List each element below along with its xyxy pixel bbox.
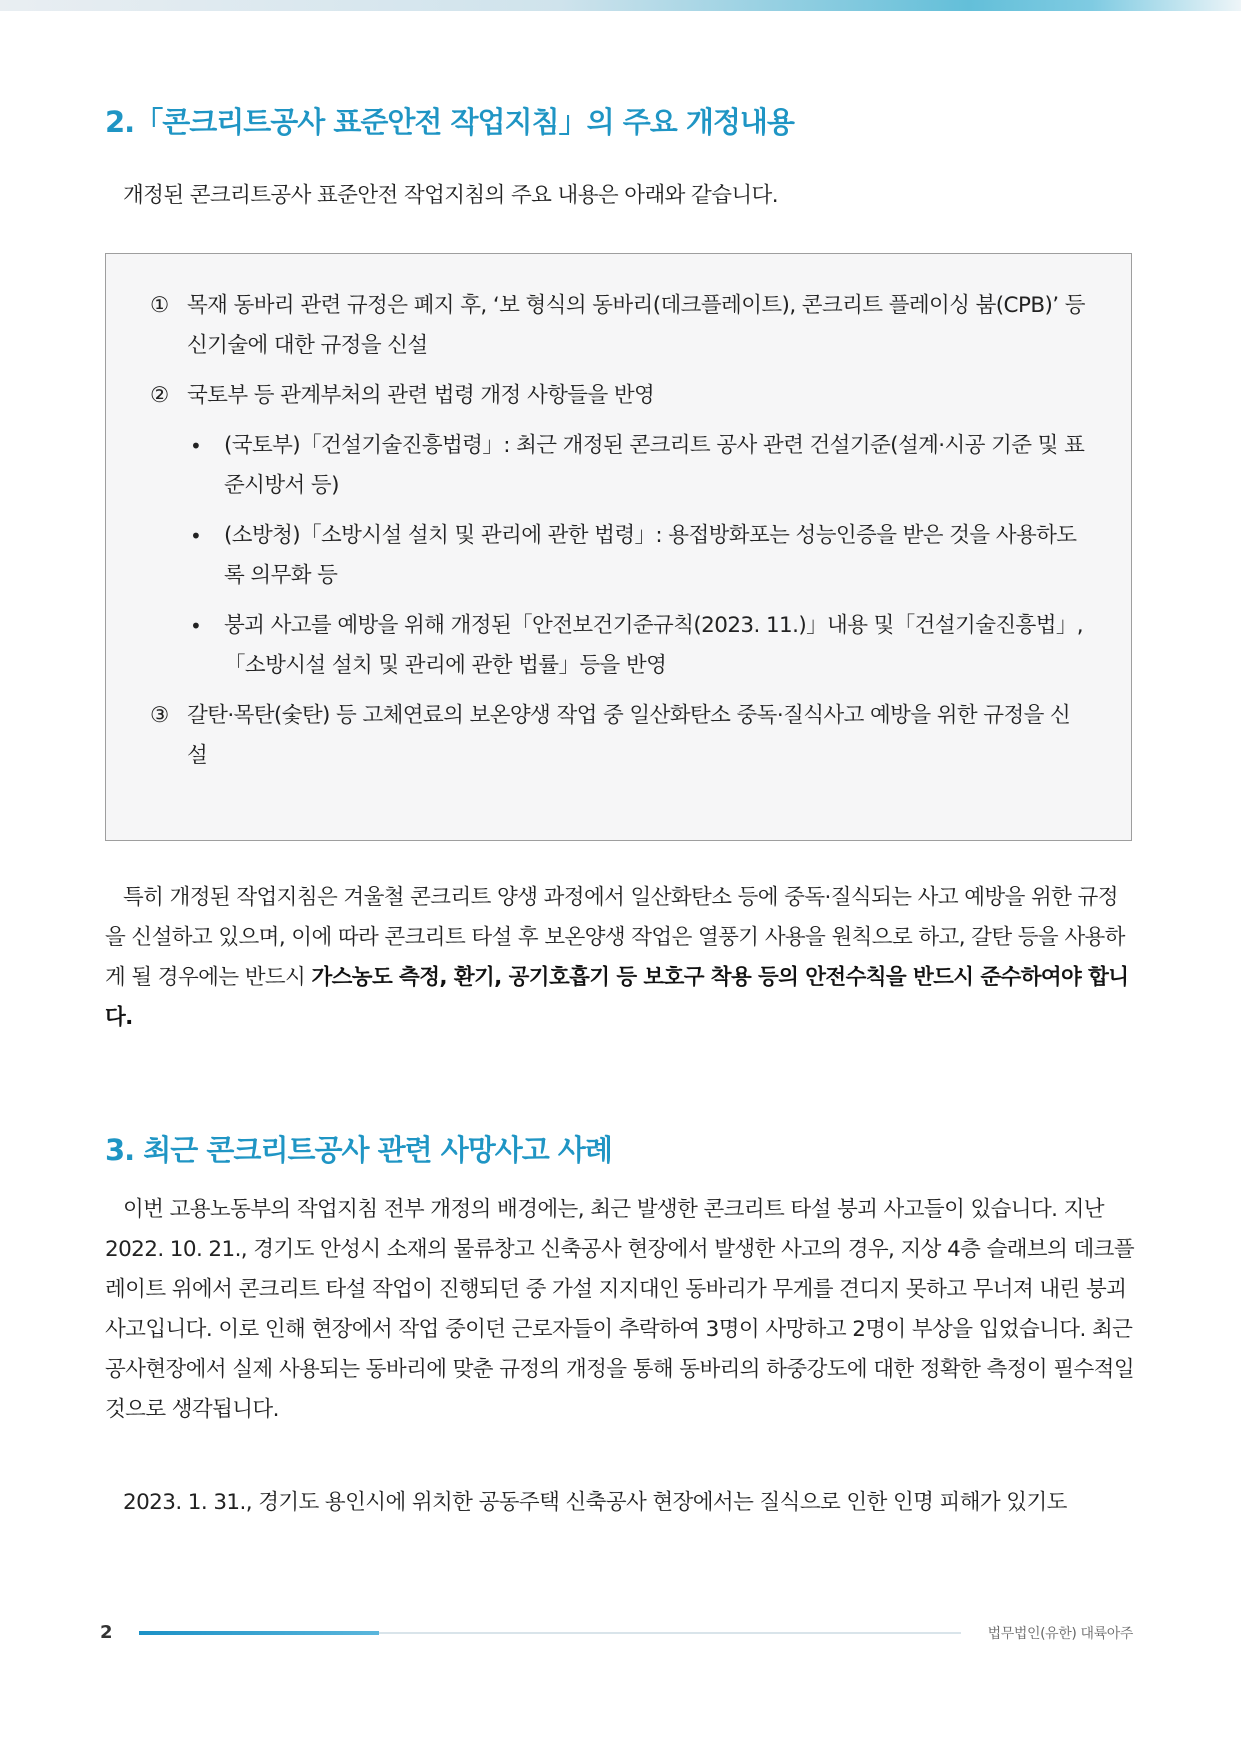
footer-divider bbox=[139, 1632, 961, 1634]
top-gradient-bar bbox=[0, 0, 1241, 11]
sub-list-item bbox=[150, 516, 1088, 596]
list-item bbox=[150, 286, 1088, 366]
intro-text: 개정된 콘크리트공사 표준안전 작업지침의 주요 내용은 아래와 같습니다. bbox=[123, 183, 778, 208]
safety-rules-emphasis: 가스농도 측정, 환기, 공기호흡기 등 보호구 착용 등의 안전수칙을 반드시 준수하여야 합니다. bbox=[105, 965, 1129, 1030]
section-2-title: 2.「콘크리트공사 표준안전 작업지침」의 주요 개정내용 bbox=[105, 105, 794, 139]
accident-case-paragraph bbox=[105, 1190, 1134, 1430]
sub-list-item bbox=[150, 606, 1088, 686]
sub-list-item-text: (소방청)「소방시설 설치 및 관리에 관한 법령」: 용접방화포는 성능인증을 받은 것을 사용하도록 의무화 등 bbox=[224, 523, 1077, 588]
bullet-icon: • bbox=[190, 434, 202, 458]
sub-list-item-text: 붕괴 사고를 예방을 위해 개정된「안전보건기준규칙(2023. 11.)」내용 및「건설기술진흥법」,「소방시설 설치 및 관리에 관한 법률」등을 반영 bbox=[224, 613, 1084, 678]
page-number: 2 bbox=[100, 1622, 113, 1643]
list-item bbox=[150, 696, 1088, 776]
section-2-intro bbox=[105, 176, 1134, 216]
accident-case-text-2: 2023. 1. 31., 경기도 용인시에 위치한 공동주택 신축공사 현장에서는 질식으로 인한 인명 피해가 있기도 bbox=[123, 1490, 1067, 1515]
list-item-text: 갈탄·목탄(숯탄) 등 고체연료의 보온양생 작업 중 일산화탄소 중독·질식사고 예방을 위한 규정을 신설 bbox=[187, 703, 1071, 768]
list-item-text: 국토부 등 관계부처의 관련 법령 개정 사항들을 반영 bbox=[187, 383, 655, 408]
special-note-paragraph bbox=[105, 878, 1134, 1038]
firm-name: 법무법인(유한) 대륙아주 bbox=[987, 1626, 1133, 1642]
bullet-icon: • bbox=[190, 614, 202, 638]
revision-list bbox=[150, 286, 1088, 786]
list-item bbox=[150, 376, 1088, 416]
list-item-text: 목재 동바리 관련 규정은 폐지 후, ‘보 형식의 동바리(데크플레이트), 콘크리트 플레이싱 붐(CPB)’ 등 신기술에 대한 규정을 신설 bbox=[187, 293, 1085, 358]
revision-summary-box bbox=[105, 253, 1132, 841]
bullet-icon: • bbox=[190, 524, 202, 548]
sub-list-item-text: (국토부)「건설기술진흥법령」: 최근 개정된 콘크리트 공사 관련 건설기준(설계·시공 기준 및 표준시방서 등) bbox=[224, 433, 1085, 498]
section-3-title: 3. 최근 콘크리트공사 관련 사망사고 사례 bbox=[105, 1133, 612, 1167]
circled-number-2: ② bbox=[150, 383, 169, 408]
sub-list-item bbox=[150, 426, 1088, 506]
footer-divider-accent bbox=[139, 1631, 379, 1635]
circled-number-3: ③ bbox=[150, 703, 169, 728]
special-note-text: 특히 개정된 작업지침은 겨울철 콘크리트 양생 과정에서 일산화탄소 등에 중독·질식되는 사고 예방을 위한 규정을 신설하고 있으며, 이에 따라 콘크리트 타설 후 보온양생 작업은 열풍기 사용을 원칙으로 하고, 갈탄 등을 사용하게 될 경우에는 반드시 bbox=[105, 885, 1125, 990]
accident-case-paragraph-2 bbox=[105, 1483, 1134, 1523]
circled-number-1: ① bbox=[150, 293, 169, 318]
accident-case-text: 이번 고용노동부의 작업지침 전부 개정의 배경에는, 최근 발생한 콘크리트 타설 붕괴 사고들이 있습니다. 지난 2022. 10. 21., 경기도 안성시 소재의 물류창고 신축공사 현장에서 발생한 사고의 경우, 지상 4층 슬래브의 데크플레이트 위에서 콘크리트 타설 작업이 진행되던 중 가설 지지대인 동바리가 무게를 견디지 못하고 무너져 내린 붕괴사고입니다. 이로 인해 현장에서 작업 중이던 근로자들이 추락하여 3명이 사망하고 2명이 부상을 입었습니다. 최근 공사현장에서 실제 사용되는 동바리에 맞춘 규정의 개정을 통해 동바리의 하중강도에 대한 정확한 측정이 필수적일 것으로 생각됩니다. bbox=[105, 1197, 1134, 1422]
